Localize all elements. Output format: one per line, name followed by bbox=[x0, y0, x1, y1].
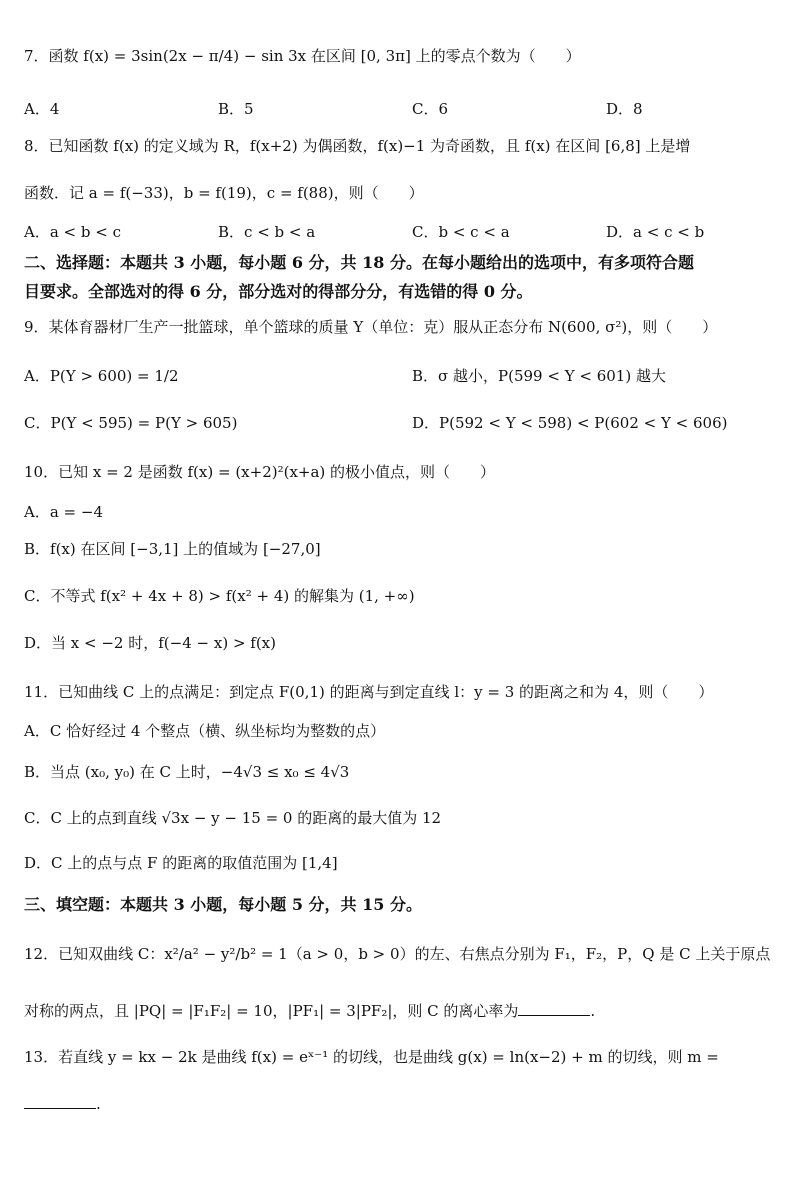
q9-stem: 9．某体育器材厂生产一批篮球，单个篮球的质量 Y（单位：克）服从正态分布 N(600, σ²)，则（ ） bbox=[24, 318, 718, 336]
q13-end-period: . bbox=[96, 1095, 101, 1113]
q10-option-c: C．不等式 f(x² + 4x + 8) > f(x² + 4) 的解集为 (1, +∞) bbox=[24, 587, 415, 605]
q7-option-d: D．8 bbox=[606, 100, 643, 118]
q11-option-c: C．C 上的点到直线 √3x − y − 15 = 0 的距离的最大值为 12 bbox=[24, 809, 442, 827]
q11-stem: 11．已知曲线 C 上的点满足：到定点 F(0,1) 的距离与到定直线 l：y = 3 的距离之和为 4，则（ ） bbox=[24, 683, 714, 701]
q13-answer-line bbox=[24, 1094, 101, 1114]
q8-option-b: B．c < b < a bbox=[218, 223, 316, 241]
q8-option-d: D．a < c < b bbox=[606, 223, 705, 241]
q7-option-c: C．6 bbox=[412, 100, 449, 118]
q7-option-a: A．4 bbox=[24, 100, 60, 118]
q12-answer-blank[interactable] bbox=[518, 1001, 590, 1016]
q10-option-d: D．当 x < −2 时，f(−4 − x) > f(x) bbox=[24, 634, 276, 652]
q8-stem-line2: 函数．记 a = f(−33)，b = f(19)，c = f(88)，则（ ） bbox=[24, 184, 424, 202]
q12-end-period: . bbox=[590, 1002, 596, 1020]
section2-heading-line1: 二、选择题：本题共 3 小题，每小题 6 分，共 18 分。在每小题给出的选项中，有多项符合题 bbox=[24, 253, 694, 272]
q10-option-a: A．a = −4 bbox=[24, 503, 103, 521]
q10-stem: 10．已知 x = 2 是函数 f(x) = (x+2)²(x+a) 的极小值点，则（ ） bbox=[24, 463, 496, 481]
q11-option-b: B．当点 (x₀, y₀) 在 C 上时，−4√3 ≤ x₀ ≤ 4√3 bbox=[24, 763, 350, 781]
q8-stem-line1: 8．已知函数 f(x) 的定义域为 R，f(x+2) 为偶函数，f(x)−1 为奇函数，且 f(x) 在区间 [6,8] 上是增 bbox=[24, 137, 691, 155]
q11-option-a: A．C 恰好经过 4 个整点（横、纵坐标均为整数的点） bbox=[24, 722, 386, 740]
q7-option-b: B．5 bbox=[218, 100, 254, 118]
section2-heading-line2: 目要求。全部选对的得 6 分，部分选对的得部分分，有选错的得 0 分。 bbox=[24, 282, 533, 301]
q8-option-c: C．b < c < a bbox=[412, 223, 510, 241]
q13-stem: 13．若直线 y = kx − 2k 是曲线 f(x) = eˣ⁻¹ 的切线，也是曲线 g(x) = ln(x−2) + m 的切线，则 m = bbox=[24, 1048, 719, 1066]
q7-stem: 7．函数 f(x) = 3sin(2x − π/4) − sin 3x 在区间 [0, 3π] 上的零点个数为（ ） bbox=[24, 47, 581, 65]
q12-stem-line2 bbox=[24, 1001, 595, 1021]
q12-stem-line1: 12．已知双曲线 C：x²/a² − y²/b² = 1（a > 0，b > 0）的左、右焦点分别为 F₁，F₂，P，Q 是 C 上关于原点 bbox=[24, 945, 771, 963]
q11-option-d: D．C 上的点与点 F 的距离的取值范围为 [1,4] bbox=[24, 854, 338, 872]
q12-stem-text: 对称的两点，且 |PQ| = |F₁F₂| = 10，|PF₁| = 3|PF₂|，则 C 的离心率为 bbox=[24, 1002, 519, 1020]
q13-answer-blank[interactable] bbox=[24, 1094, 96, 1109]
q9-option-a: A．P(Y > 600) = 1/2 bbox=[24, 367, 179, 385]
q9-option-d: D．P(592 < Y < 598) < P(602 < Y < 606) bbox=[412, 414, 728, 432]
q9-option-c: C．P(Y < 595) = P(Y > 605) bbox=[24, 414, 238, 432]
q10-option-b: B．f(x) 在区间 [−3,1] 上的值域为 [−27,0] bbox=[24, 540, 321, 558]
section3-heading: 三、填空题：本题共 3 小题，每小题 5 分，共 15 分。 bbox=[24, 895, 422, 914]
q9-option-b: B．σ 越小，P(599 < Y < 601) 越大 bbox=[412, 367, 666, 385]
q8-option-a: A．a < b < c bbox=[24, 223, 121, 241]
